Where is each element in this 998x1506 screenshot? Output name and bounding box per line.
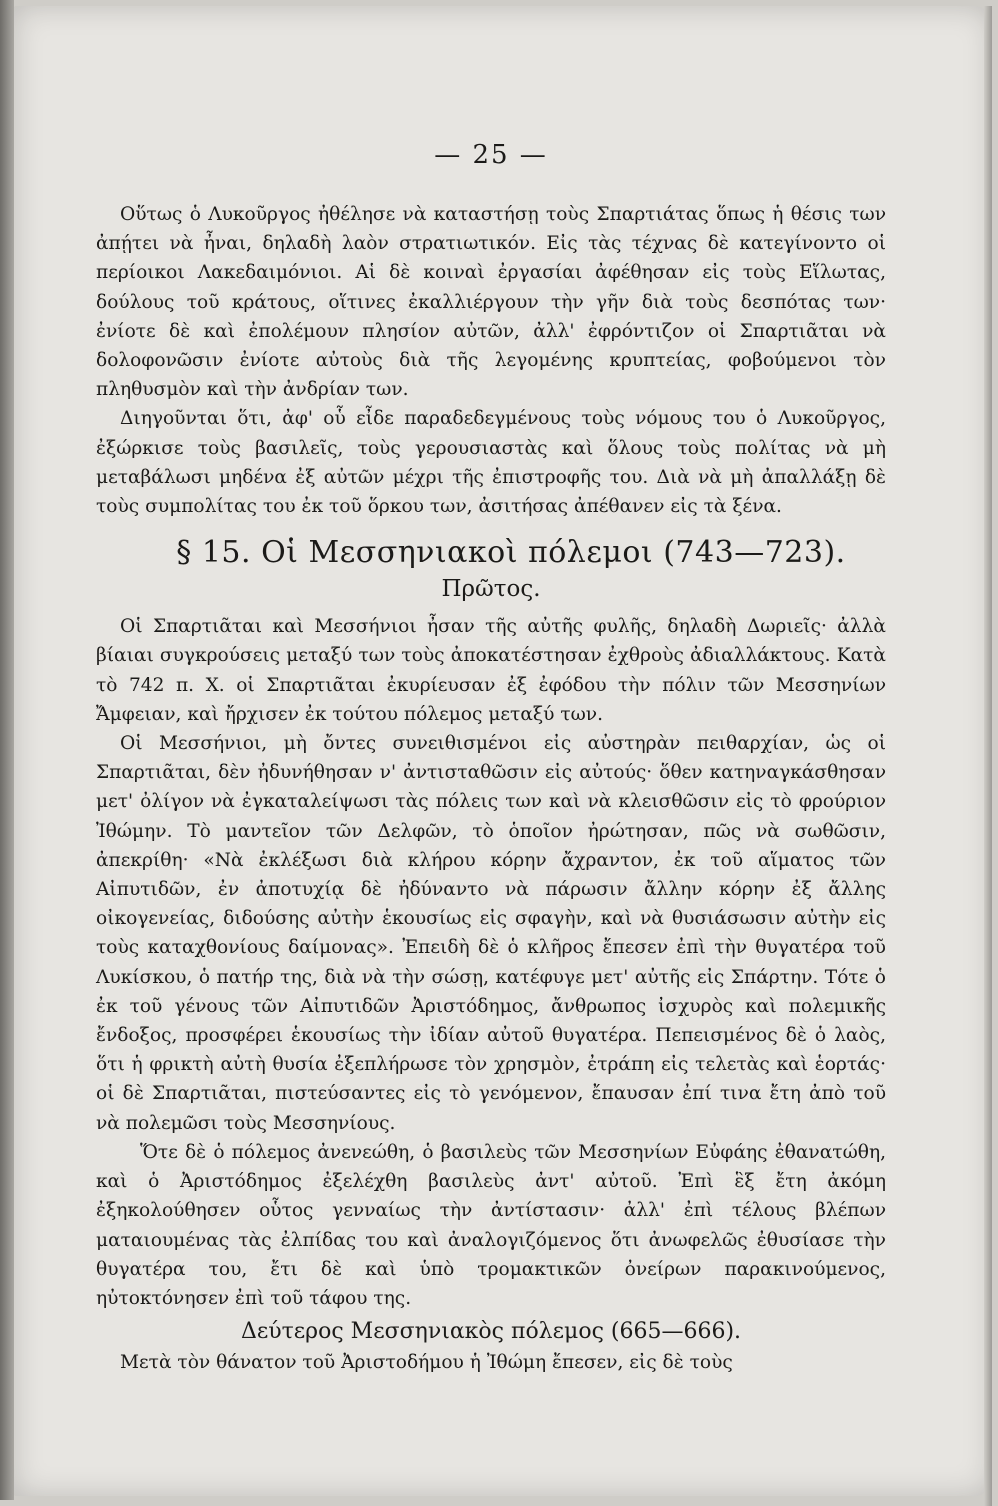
paragraph-war-origins: Οἱ Σπαρτιᾶται καὶ Μεσσήνιοι ἦσαν τῆς αὐτῆς φυλῆς, δηλαδὴ Δωριεῖς· ἀλλὰ βίαιαι συγκρούσεις μεταξύ των τοὺς ἀποκατέστησαν ἐχθροὺς ἀδιαλλάκτους. Κατὰ τὸ 742 π. Χ. οἱ Σπαρτιᾶται ἐκυρίευσαν ἐξ ἐφόδου τὴν πόλιν τῶν Μεσσηνίων Ἄμφειαν, καὶ ἤρχισεν ἐκ τούτου πόλεμος μεταξύ των. — [96, 616, 886, 725]
section-heading: § 15. Οἱ Μεσσηνιακοὶ πόλεμοι (743—723). — [176, 535, 846, 571]
paragraph-aristodemus: Ὅτε δὲ ὁ πόλεμος ἀνενεώθη, ὁ βασιλεὺς τῶν Μεσσηνίων Εὐφάης ἐθανατώθη, καὶ ὁ Ἀριστόδημος ἐξελέχθη βασιλεὺς ἀντ' αὐτοῦ. Ἐπὶ ἓξ ἔτη ἀκόμη ἐξηκολούθησεν οὗτος γενναίως τὴν ἀντίστασιν· ἀλλ' ἐπὶ τέλους βλέπων ματαιουμένας τὰς ἐλπίδας του καὶ ἀναλογιζόμενος ὅτι ἀνωφελῶς ἐθυσίασε τὴν θυγατέρα του, ἔτι δὲ καὶ ὑπὸ τρομακτικῶν ὀνείρων παρακινούμενος, ηὐτοκτόνησεν ἐπὶ τοῦ τάφου της. — [96, 1141, 886, 1309]
page-number: — 25 — — [434, 140, 548, 170]
paragraph-lycurgus-oath: Διηγοῦνται ὅτι, ἀφ' οὗ εἶδε παραδεδεγμένους τοὺς νόμους του ὁ Λυκοῦργος, ἐξώρκισε τοὺς βασιλεῖς, τοὺς γερουσιαστὰς καὶ ὅλους τοὺς πολίτας νὰ μὴ μεταβάλωσι μηδένα ἐξ αὐτῶν μέχρι τῆς ἐπιστροφῆς του. Διὰ νὰ μὴ ἀπαλλάξῃ δὲ τοὺς συμπολίτας του ἐκ τοῦ ὅρκου των, ἀσιτήσας ἀπέθανεν εἰς τὰ ξένα. — [96, 408, 886, 518]
subheading-first-war: Πρῶτος. — [441, 576, 541, 603]
book-spine-edge — [0, 0, 14, 1500]
paragraph-spartan-society: Οὕτως ὁ Λυκοῦργος ἠθέλησε νὰ καταστήσῃ τοὺς Σπαρτιάτας ὅπως ἡ θέσις των ἀπῄτει νὰ ἦναι, δηλαδὴ λαὸν στρατιωτικόν. Εἰς τὰς τέχνας δὲ κατεγίνοντο οἱ περίοικοι Λακεδαιμόνιοι. Αἱ δὲ κοιναὶ ἐργασίαι ἀφέθησαν εἰς τοὺς Εἵλωτας, δούλους τοῦ κράτους, οἵτινες ἐκαλλιέργουν τὴν γῆν διὰ τοὺς δεσπότας των· ἐνίοτε δὲ καὶ ἐπολέμουν πλησίον αὐτῶν, ἀλλ' ἐφρόντιζον οἱ Σπαρτιᾶται νὰ δολοφονῶσιν ἐνίοτε αὐτοὺς διὰ τῆς λεγομένης κρυπτείας, φοβούμενοι τὸν πληθυσμὸν καὶ τὴν ἀνδρίαν των. — [96, 204, 886, 401]
paragraph-second-war: Μετὰ τὸν θάνατον τοῦ Ἀριστοδήμου ἡ Ἰθώμη ἔπεσεν, εἰς δὲ τοὺς — [120, 1352, 733, 1374]
subheading-second-war: Δεύτερος Μεσσηνιακὸς πόλεμος (665—666). — [240, 1319, 742, 1345]
paragraph-ithome-oracle: Οἱ Μεσσήνιοι, μὴ ὄντες συνειθισμένοι εἰς αὐστηρὰν πειθαρχίαν, ὡς οἱ Σπαρτιᾶται, δὲν ἠδυνήθησαν ν' ἀντισταθῶσιν εἰς αὐτούς· ὅθεν κατηναγκάσθησαν μετ' ὀλίγον νὰ ἐγκαταλείψωσι τὰς πόλεις των καὶ νὰ κλεισθῶσιν εἰς τὸ φρούριον Ἰθώμην. Τὸ μαντεῖον τῶν Δελφῶν, τὸ ὁποῖον ἠρώτησαν, πῶς νὰ σωθῶσιν, ἀπεκρίθη· «Νὰ ἐκλέξωσι διὰ κλήρου κόρην ἄχραντον, ἐκ τοῦ αἵματος τῶν Αἰπυτιδῶν, ἐν ἀποτυχίᾳ δὲ ἠδύναντο νὰ πάρωσιν ἄλλην κόρην ἐξ ἄλλης οἰκογενείας, διδούσης αὐτὴν ἑκουσίως εἰς σφαγὴν, καὶ νὰ θυσιάσωσιν αὐτὴν εἰς τοὺς καταχθονίους δαίμονας». Ἐπειδὴ δὲ ὁ κλῆρος ἔπεσεν ἐπὶ τὴν θυγατέρα τοῦ Λυκίσκου, ὁ πατήρ της, διὰ νὰ τὴν σώσῃ, κατέφυγε μετ' αὐτῆς εἰς Σπάρτην. Τότε ὁ ἐκ τοῦ γένους τῶν Αἰπυτιδῶν Ἀριστόδημος, ἄνθρωπος ἰσχυρὸς καὶ πολεμικῆς ἔνδοξος, προσφέρει ἑκουσίως τὴν ἰδίαν αὐτοῦ θυγατέρα. Πεπεισμένος δὲ ὁ λαὸς, ὅτι ἡ φρικτὴ αὐτὴ θυσία ἐξεπλήρωσε τὸν χρησμὸν, ἐτράπη εἰς τελετὰς καὶ ἑορτάς· οἱ δὲ Σπαρτιᾶται, πιστεύσαντες εἰς τὸ γενόμενον, ἔπαυσαν ἐπί τινα ἔτη ἀπὸ τοῦ νὰ πολεμῶσι τοὺς Μεσσηνίους. — [96, 733, 886, 1134]
page-content — [96, 140, 886, 1377]
page-right-edge — [984, 6, 992, 1506]
